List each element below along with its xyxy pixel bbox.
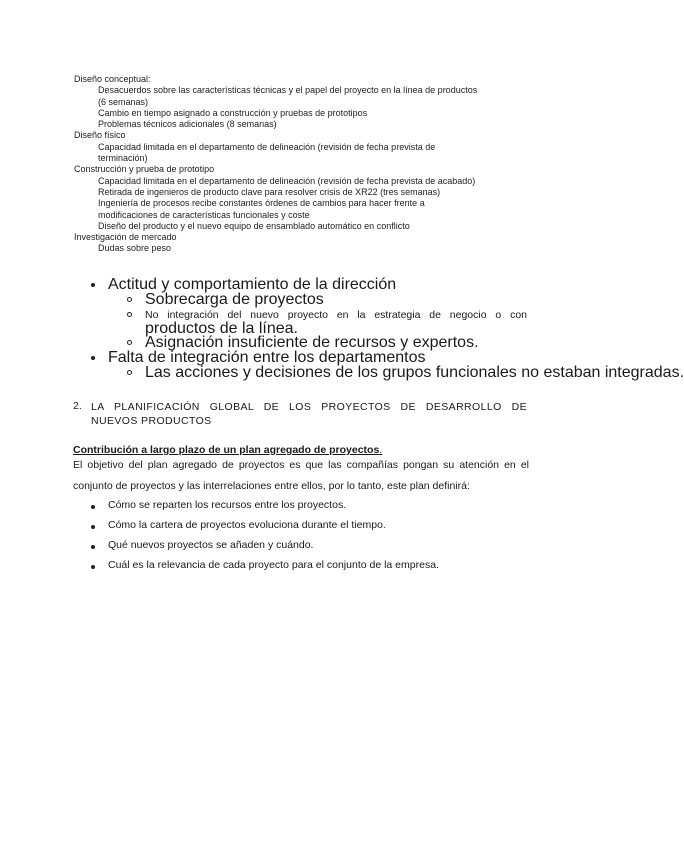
sub-list-item: Las acciones y decisiones de los grupos funcionales no estaban integradas.: [145, 364, 684, 381]
scan-heading-line: Construcción y prueba de prototipo: [74, 164, 215, 175]
scan-indented-line: Problemas técnicos adicionales (8 semanas): [98, 119, 277, 130]
scan-heading-line: Diseño físico: [74, 130, 126, 141]
section-heading-continuation: NUEVOS PRODUCTOS: [91, 415, 212, 427]
bullet-circle: [127, 340, 132, 345]
scan-indented-line: Capacidad limitada en el departamento de delineación (revisión de fecha prevista de acabado): [98, 175, 476, 186]
bullet-dot: [91, 356, 95, 360]
scan-indented-line: Desacuerdos sobre las características técnicas y el papel del proyecto en la línea de productos: [98, 85, 478, 96]
scan-indented-line: Dudas sobre peso: [98, 243, 172, 254]
sub-list-item: Sobrecarga de proyectos: [145, 291, 324, 308]
sub-list-item: Asignación insuficiente de recursos y expertos.: [145, 334, 479, 351]
scanned-project-delays-image: [74, 74, 534, 255]
scan-indented-line: Cambio en tiempo asignado a construcción y pruebas de prototipos: [98, 107, 368, 118]
scan-indented-line: (6 semanas): [98, 96, 149, 107]
scan-indented-line: Ingeniería de procesos recibe constantes órdenes de cambios para hacer frente a: [98, 198, 425, 209]
list-item: Cómo la cartera de proyectos evoluciona durante el tiempo.: [108, 519, 386, 531]
scan-indented-line: modificaciones de características funcionales y coste: [98, 209, 310, 220]
sub-list-item: No integración del nuevo proyecto en la estrategia de negocio o con: [145, 309, 527, 321]
scan-indented-line: Retirada de ingenieros de producto clave para resolver crisis de XR22 (tres semanas): [98, 186, 441, 197]
subsection-title-text: Contribución a largo plazo de un plan agregado de proyectos: [73, 444, 380, 456]
scan-indented-line: Capacidad limitada en el departamento de delineación (revisión de fecha prevista de: [98, 141, 436, 152]
scan-indented-line: terminación): [98, 153, 148, 164]
scan-indented-line: Diseño del producto y el nuevo equipo de ensamblado automático en conflicto: [98, 220, 410, 231]
section-number: 2.: [73, 400, 82, 412]
list-item: Cuál es la relevancia de cada proyecto para el conjunto de la empresa.: [108, 559, 439, 571]
list-item: Cómo se reparten los recursos entre los proyectos.: [108, 499, 347, 511]
list-item: Qué nuevos proyectos se añaden y cuándo.: [108, 539, 314, 551]
bullet-dot: [91, 283, 95, 287]
bullet-circle: [127, 312, 132, 317]
scan-heading-line: Investigación de mercado: [74, 232, 177, 243]
sub-list-item-continuation: productos de la línea.: [145, 320, 298, 337]
section-heading: LA PLANIFICACIÓN GLOBAL DE LOS PROYECTOS DE DESARROLLO DE: [91, 401, 527, 413]
list-item: Actitud y comportamiento de la dirección: [108, 276, 397, 293]
bullet-dot: [91, 565, 95, 569]
bullet-circle: [127, 370, 132, 375]
scan-heading-line: Diseño conceptual:: [74, 74, 151, 84]
bullet-dot: [91, 545, 95, 549]
bullet-circle: [127, 297, 132, 302]
bullet-dot: [91, 525, 95, 529]
list-item: Falta de integración entre los departamentos: [108, 349, 426, 366]
bullet-dot: [91, 505, 95, 509]
body-paragraph: El objetivo del plan agregado de proyectos es que las compañías pongan su atención en el conjunto de proyectos y las interrelaciones entre ellos, por lo tanto, este plan definirá:: [73, 459, 529, 492]
subsection-title-period: .: [379, 444, 383, 456]
